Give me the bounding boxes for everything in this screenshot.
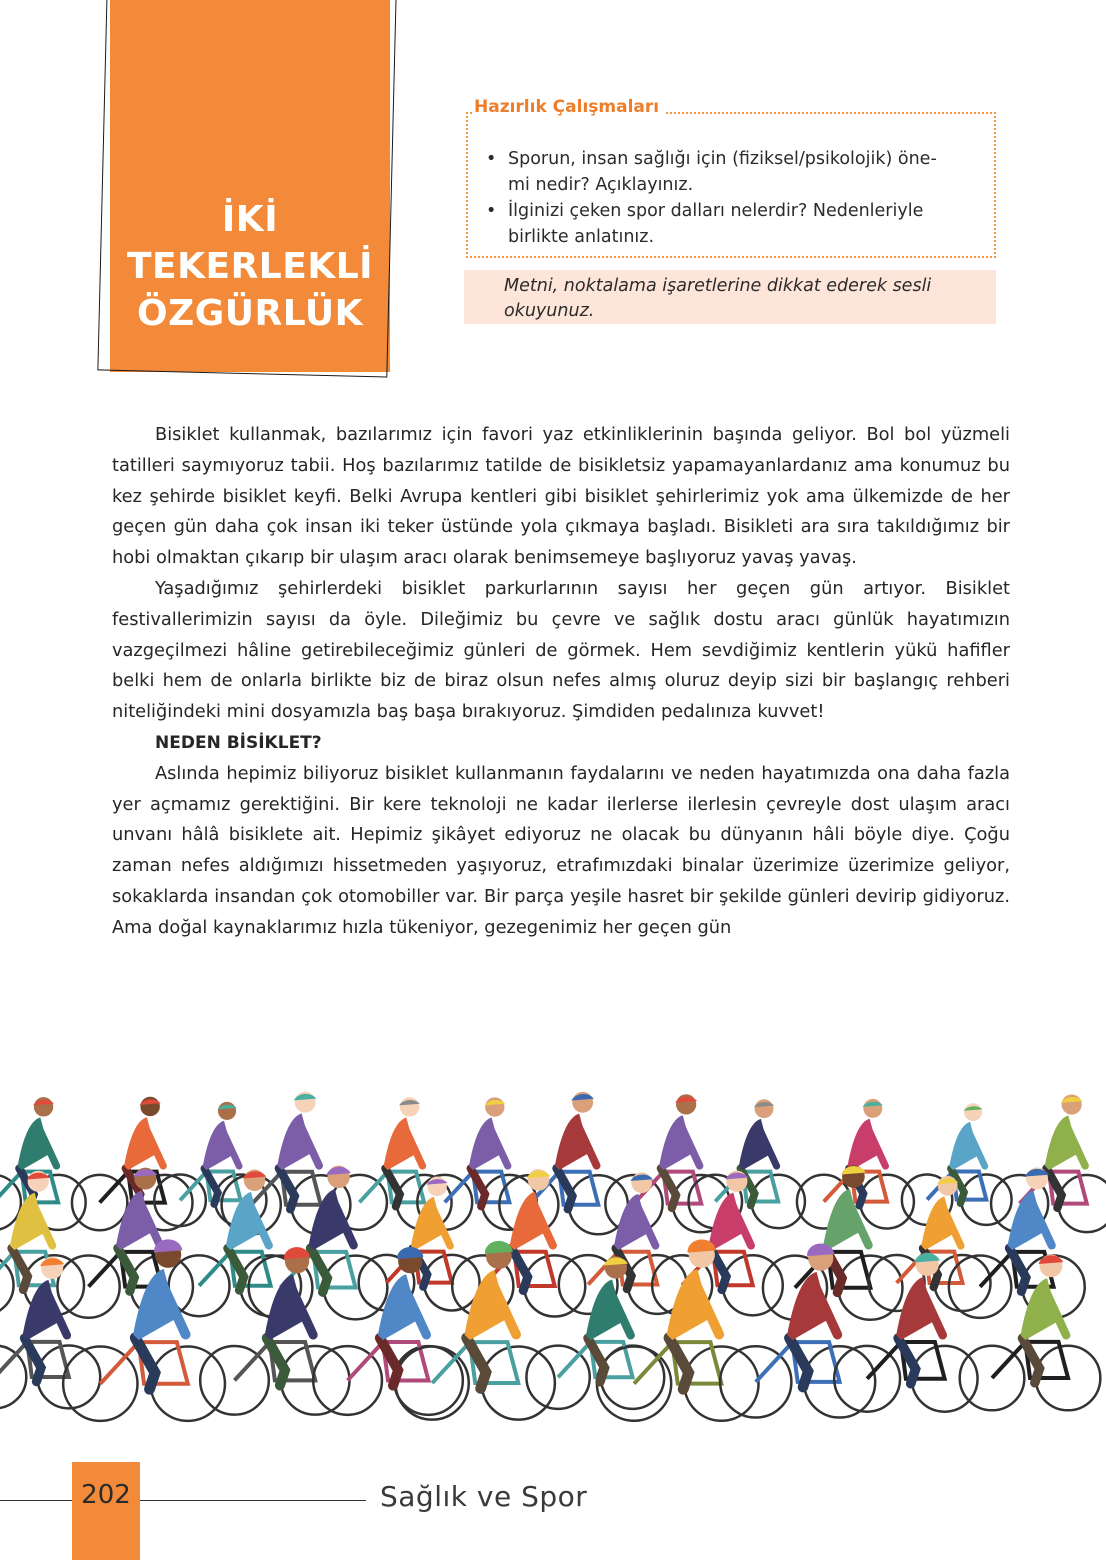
section-title: Sağlık ve Spor [380,1480,588,1513]
title-line-2: TEKERLEKLİ [126,246,374,287]
title-block [106,0,390,372]
section-heading: NEDEN BİSİKLET? [155,732,322,753]
prep-item-1: • Sporun, insan sağlığı için (fiziksel/psikolojik) öne- mi nedir? Açıklayınız. [486,146,986,198]
paragraph-2: Yaşadığımız şehirlerdeki bisiklet parkurlarının sayısı her geçen gün artıyor. Bisiklet festivallerimizin sayısı da öyle. Dileğimiz bu çevre ve sağlık dostu aracı günlük hayatımızın vazgeçilmezi hâline getirebileceğimiz günleri de görmek. Hem sevdiğimiz kentlerin yükü hafifler belki hem de onlarla birlikte biz de biraz olsun nefes almış oluruz deyip sizi bir başlangıç rehberi niteliğindeki mini dosyamızla baş başa bırakıyoruz. Şimdiden pedalınıza kuvvet! [112,577,1010,723]
paragraph-1: Bisiklet kullanmak, bazılarımız için favori yaz etkinliklerinin başında geliyor. Bol bol yüzmeli tatilleri saymıyoruz tabii. Hoş bazılarımız tatilde de bisikletsiz yapamayanlardanız ama konumuz bu kez şehirde bisiklet keyfi. Belki Avrupa kentleri gibi bisiklet şehirlerimiz yok ama ülkemizde de her geçen gün daha çok insan iki teker üstünde yola çıkmaya başladı. Bisikleti ara sıra takıldığımız bir hobi olmaktan çıkarıp bir ulaşım aracı olarak benimsemeye başlıyoruz yavaş yavaş. [112,424,1010,569]
page-number: 202 [81,1480,131,1510]
prep-list [486,146,986,250]
article-body [112,420,1010,944]
bicycle [991,1172,1106,1232]
cyclists-illustration [0,1020,1106,1450]
prep-box [466,112,996,258]
paragraph-3: Aslında hepimiz biliyoruz bisiklet kullanmanın faydalarını ve neden hayatımızda ona daha fazla yer açmamız gerektiğini. Bir kere teknoloji ne kadar ilerlerse ilerlesin çevreyle dost ulaşım aracı unvanı hâlâ bisiklete ait. Hepimiz şikâyet ediyoruz ne olacak bu dünyanın hâli böyle diye. Çoğu zaman nefes aldığımızı hissetmeden yaşıyoruz, etrafımızdaki binalar üzerimize üzerimize geliyor, sokaklarda insandan çok otomobiller var. Bir parça yeşile hasret bir şekilde günleri devirip gidiyoruz. Ama doğal kaynaklarımız hızla tükeniyor, gezegenimiz her geçen gün [112,762,1010,938]
title-line-1: İKİ [221,199,279,240]
title-line-3: ÖZGÜRLÜK [137,293,363,334]
page-number-box [72,1462,140,1560]
bicycle [0,1342,100,1409]
prep-heading: Hazırlık Çalışmaları [474,97,665,117]
footer-rule-left [0,1500,72,1501]
prep-item-2: • İlginizi çeken spor dalları nelerdir? Nedenleriyle birlikte anlatınız. [486,198,986,250]
riders [10,1092,1085,1390]
page-title [110,196,390,337]
reading-instruction: Metni, noktalama işaretlerine dikkat ederek sesli okuyunuz. [464,270,996,324]
footer-rule-right [140,1500,366,1501]
